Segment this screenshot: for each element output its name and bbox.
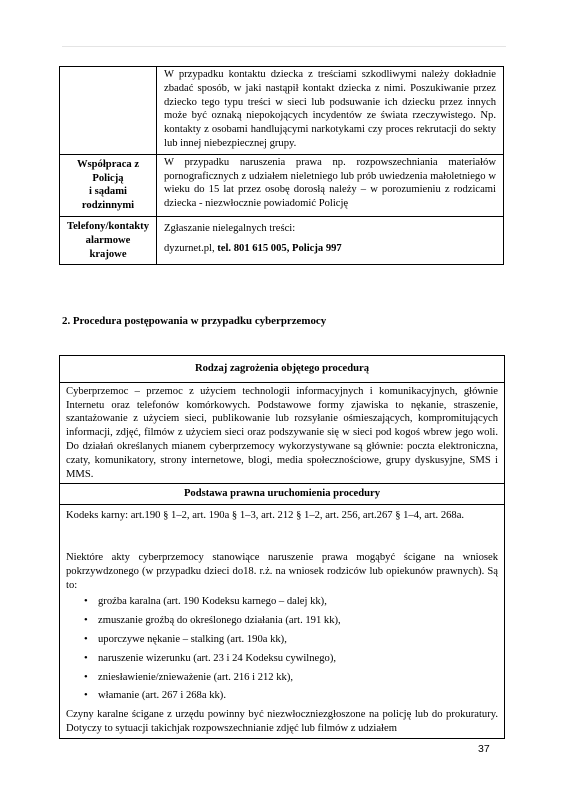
cyberbullying-procedure-table <box>59 355 505 739</box>
reporting-site-text: dyzurnet.pl, <box>164 242 218 254</box>
legal-basis-header: Podstawa prawna uruchomienia procedury <box>60 484 505 505</box>
list-item: • uporczywe nękanie – stalking (art. 190a kk), <box>88 633 498 647</box>
cyberbullying-definition: Cyberprzemoc – przemoc z użyciem technologii informacyjnych i komunikacyjnych, głównie Internetu oraz telefonów komórkowych. Podstawowe formy zjawiska to nękanie, straszenie, szantażowanie z użyciem sieci, publikowanie lub rozsyłanie ośmieszających, kompromitujących informacji, zdjęć, filmów z użyciem sieci oraz podszywanie się w sieci pod kogoś wbrew jego woli. Do działań określanych mianem cyberprzemocy wykorzystywane są głównie: poczta elektroniczna, czaty, komunikatory, strony internetowe, blogi, media społecznościowe, grupy dyskusyjne, SMS i MMS. <box>60 382 505 484</box>
list-item: • zmuszanie groźbą do określonego działania (art. 191 kk), <box>88 614 498 628</box>
offense-list <box>66 595 498 703</box>
threat-type-header: Rodzaj zagrożenia objętego procedurą <box>60 356 505 383</box>
section-heading: 2. Procedura postępowania w przypadku cyberprzemocy <box>62 315 327 327</box>
spacer <box>66 523 498 537</box>
closing-text: Czyny karalne ścigane z urzędu powinny być niezwłoczniezgłoszone na policję lub do prokuratury. Dotyczy to sytuacji takichjak rozpowszechnianie zdjęć lub filmów z udziałem <box>66 709 498 734</box>
table-row <box>60 67 504 155</box>
row-label-phones: Telefony/kontakty alarmowe krajowe <box>60 216 157 264</box>
row-label-empty <box>60 67 157 155</box>
emergency-contacts-text: Zgłaszanie nielegalnych treści: dyzurnet.pl, tel. 801 615 005, Policja 997 <box>157 216 504 264</box>
list-item: • włamanie (art. 267 i 268a kk). <box>88 689 498 703</box>
police-cooperation-text: W przypadku naruszenia prawa np. rozpowszechniania materiałów pornograficznych z udziałem nieletniego lub prób uwiedzenia małoletniego w wieku do 15 lat przez osobę dorosłą należy – w porozumieniu z rodzicami dziecka - niezwłocznie powiadomić Policję <box>157 154 504 216</box>
legal-basis-cell <box>60 505 505 739</box>
row-label-police: Współpraca z Policją i sądami rodzinnymi <box>60 154 157 216</box>
contacts-table <box>59 66 504 265</box>
spacer <box>66 537 498 551</box>
table-row <box>60 356 505 383</box>
table-row <box>60 382 505 484</box>
table-row <box>60 216 504 264</box>
legal-basis-text: Kodeks karny: art.190 § 1–2, art. 190a § 1–3, art. 212 § 1–2, art. 256, art.267 § 1–4, art. 268a. <box>66 510 465 522</box>
intro-text: Niektóre akty cyberprzemocy stanowiące naruszenie prawa mogąbyć ścigane na wniosek pokrzywdzonego (w przypadku dzieci do18. r.ż. na wniosek rodziców lub opiekunów prawnych). Są to: <box>66 551 498 591</box>
table-row <box>60 484 505 505</box>
table-row <box>60 505 505 739</box>
table-row <box>60 154 504 216</box>
page-number: 37 <box>478 743 490 755</box>
header-rule <box>62 46 506 47</box>
phone-numbers: tel. 801 615 005, Policja 997 <box>217 242 342 254</box>
harmful-content-text: W przypadku kontaktu dziecka z treściami szkodliwymi należy dokładnie zbadać sposób, w jaki nastąpił kontakt dziecka z nimi. Poszukiwanie przez dziecko tego typu treści w sieci lub podsuwanie ich dziecku przez innych może być oznaką niepokojących incydentów ze świata rzeczywistego. Np. kontakty z osobami handlującymi narkotykami czy proces rekrutacji do sekty lub innej niebezpiecznej grupy. <box>157 67 504 155</box>
list-item: • groźba karalna (art. 190 Kodeksu karnego – dalej kk), <box>88 595 498 609</box>
list-item: • zniesławienie/znieważenie (art. 216 i 212 kk), <box>88 671 498 685</box>
list-item: • naruszenie wizerunku (art. 23 i 24 Kodeksu cywilnego), <box>88 652 498 666</box>
